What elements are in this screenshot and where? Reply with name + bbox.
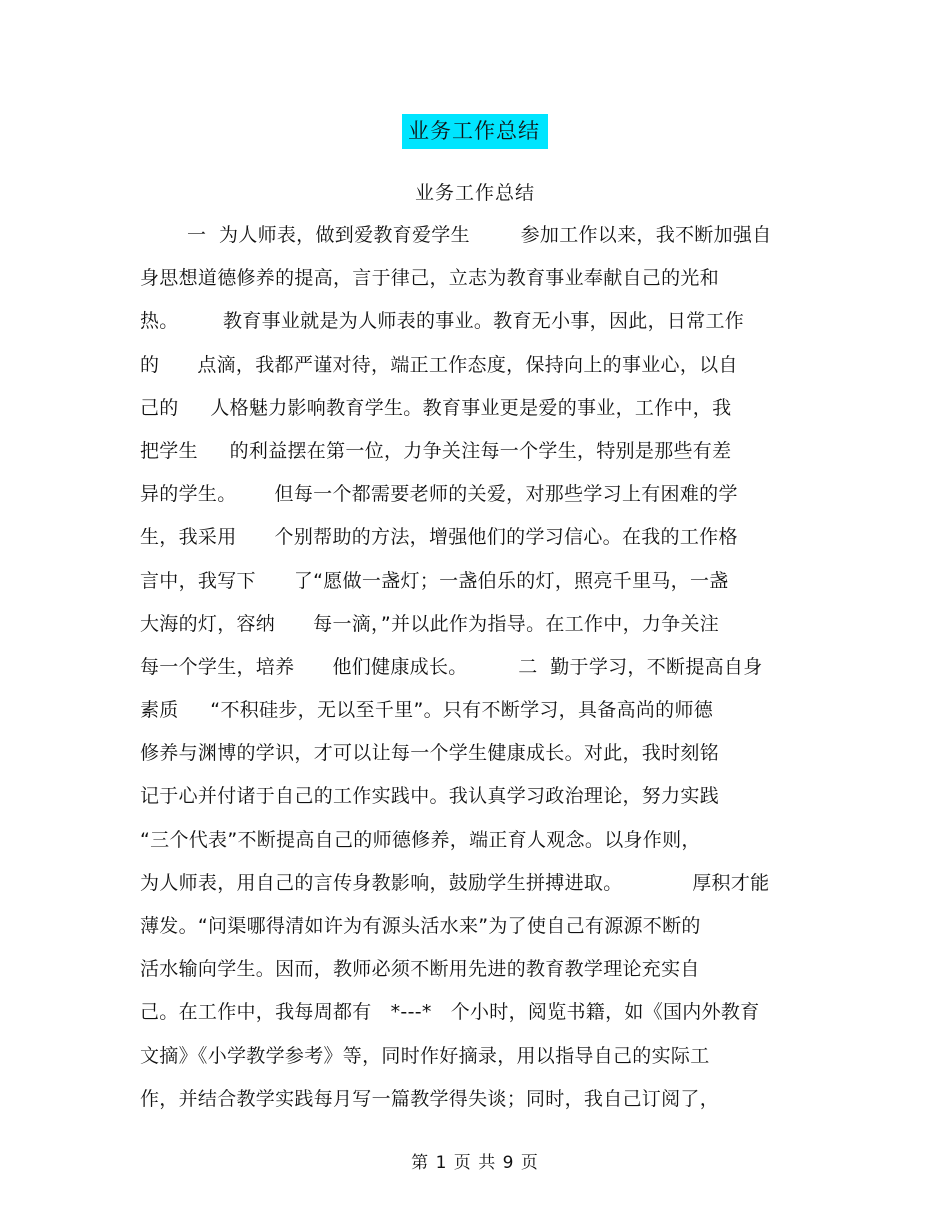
body-line: 每一个学生，培养 他们健康成长。 二 勤于学习，不断提高自身 xyxy=(140,655,763,678)
body-line: 身思想道德修养的提高，言于律己，立志为教育事业奉献自己的光和 xyxy=(140,267,720,290)
body-line: 作，并结合教学实践每月写一篇教学得失谈；同时，我自己订阅了， xyxy=(140,1087,720,1110)
title-block xyxy=(0,114,950,149)
body-line: 己。在工作中，我每周都有 *---* 个小时，阅览书籍，如《国内外教育 xyxy=(140,1001,760,1024)
document-subtitle: 业务工作总结 xyxy=(414,182,535,204)
body-line: 活水输向学生。因而，教师必须不断用先进的教育教学理论充实自 xyxy=(140,958,700,981)
body-line: 热。 教育事业就是为人师表的事业。教育无小事，因此，日常工作 xyxy=(140,310,745,333)
body-line: 异的学生。 但每一个都需要老师的关爱，对那些学习上有困难的学 xyxy=(140,483,738,506)
body-line: 素质 “不积硅步，无以至千里”。只有不断学习，具备高尚的师德 xyxy=(140,699,714,722)
body-text xyxy=(140,220,800,1127)
body-line: 大海的灯，容纳 每一滴，”并以此作为指导。在工作中，力争关注 xyxy=(140,612,720,635)
body-line: 把学生 的利益摆在第一位，力争关注每一个学生，特别是那些有差 xyxy=(140,439,732,462)
body-line: 的 点滴，我都严谨对待，端正工作态度，保持向上的事业心，以自 xyxy=(140,353,738,376)
page-footer: 第 1 页 共 9 页 xyxy=(411,1153,539,1173)
body-line: 己的 人格魅力影响教育学生。教育事业更是爱的事业，工作中，我 xyxy=(140,396,732,419)
body-line: 文摘》《小学教学参考》等，同时作好摘录，用以指导自己的实际工 xyxy=(140,1044,710,1067)
body-line: 为人师表，用自己的言传身教影响，鼓励学生拼搏进取。 厚积才能 xyxy=(140,871,770,894)
body-line: “三个代表”不断提高自己的师德修养，端正育人观念。以身作则， xyxy=(140,828,701,851)
body-line: 生，我采用 个别帮助的方法，增强他们的学习信心。在我的工作格 xyxy=(140,526,738,549)
body-line: 一 为人师表，做到爱教育爱学生 参加工作以来，我不断加强自 xyxy=(187,224,772,246)
body-line: 言中，我写下 了“愿做一盏灯；一盏伯乐的灯，照亮千里马，一盏 xyxy=(140,569,729,592)
highlighted-title: 业务工作总结 xyxy=(402,114,548,149)
body-line: 薄发。“问渠哪得清如许为有源头活水来”为了使自己有源源不断的 xyxy=(140,915,701,937)
body-line: 记于心并付诸于自己的工作实践中。我认真学习政治理论，努力实践 xyxy=(140,785,720,808)
body-line: 修养与渊博的学识，才可以让每一个学生健康成长。对此，我时刻铭 xyxy=(140,742,720,765)
